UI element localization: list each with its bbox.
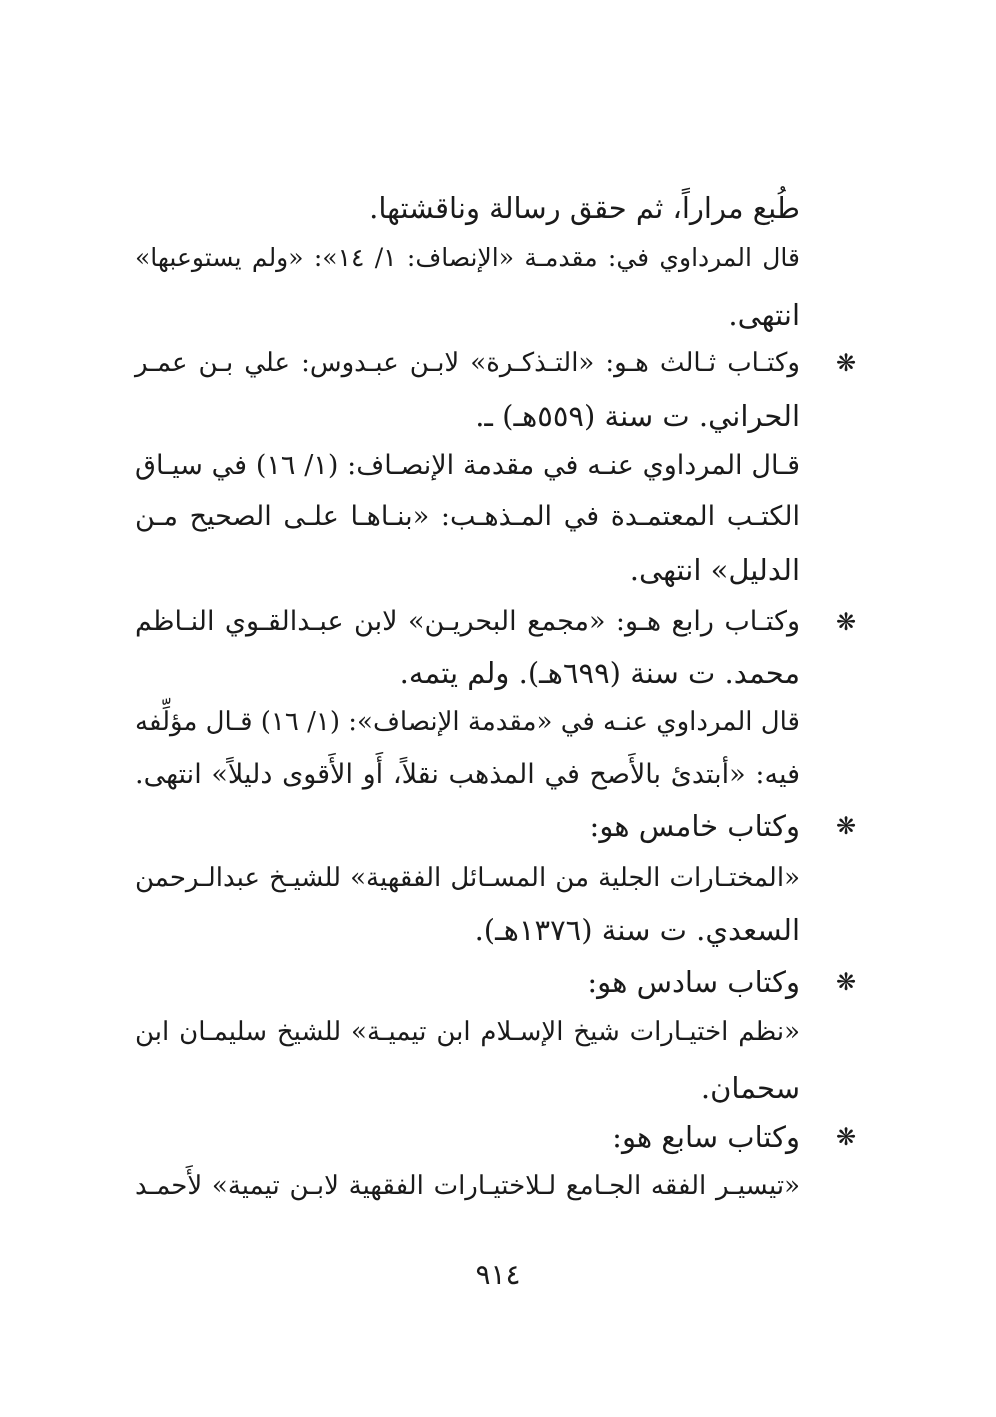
text-line: محمد. ت سنة (٦٩٩هـ). ولم يتمه. xyxy=(399,656,800,690)
text-line: «نظم اختيـارات شيخ الإسـلام ابن تيميـة» للشيخ سليمـان ابن xyxy=(135,1017,800,1047)
bullet-marker: ❋ xyxy=(835,968,857,996)
bullet-marker: ❋ xyxy=(835,812,857,840)
text-line: انتهى. xyxy=(728,298,800,332)
text-line: قـال المرداوي عنـه في مقدمة الإنصـاف: (١/ ١٦) في سيـاق xyxy=(135,450,800,481)
text-line: طُبع مراراً، ثم حقق رسالة وناقشتها. xyxy=(369,191,800,225)
text-line: «المختـارات الجلية من المسـائل الفقهية» للشيـخ عبدالـرحمن xyxy=(135,863,800,893)
bullet-marker: ❋ xyxy=(835,349,857,377)
text-line: وكتاب سابع هو: xyxy=(612,1120,800,1154)
text-line: فيه: «أبتدئ بالأَصح في المذهب نقلاً، أَو الأَقوى دليلاً» انتهى. xyxy=(135,759,800,790)
bullet-marker: ❋ xyxy=(835,1123,857,1151)
text-line: الدليل» انتهى. xyxy=(629,553,800,587)
text-line: قال المرداوي عنـه في «مقدمة الإنصاف»: (١/ ١٦) قـال مؤلِّفه xyxy=(135,707,800,737)
text-line: الكتـب المعتمـدة في المـذهـب: «بنـاهـا علـى الصحيح مـن xyxy=(135,501,800,532)
text-line: الحراني. ت سنة (٥٥٩هـ) ـ. xyxy=(475,399,800,433)
bullet-marker: ❋ xyxy=(835,608,857,636)
text-line: وكتـاب ثـالث هـو: «التـذكـرة» لابـن عبـدوس: علي بـن عمـر xyxy=(135,348,800,378)
page-number: ٩١٤ xyxy=(475,1258,521,1291)
text-line: وكتاب خامس هو: xyxy=(589,809,800,843)
text-line: السعدي. ت سنة (١٣٧٦هـ). xyxy=(474,913,800,947)
text-line: قال المرداوي في: مقدمـة «الإنصاف: ١/ ١٤»: «ولم يستوعبها» xyxy=(135,243,800,272)
text-line: سحمان. xyxy=(700,1071,800,1105)
text-line: «تيسيـر الفقه الجـامع لـلاختيـارات الفقهية لابـن تيمية» لأَحمـد xyxy=(135,1171,800,1201)
text-line: وكتـاب رابع هـو: «مجمع البحريـن» لابن عبـدالقـوي النـاظم xyxy=(135,606,800,637)
text-line: وكتاب سادس هو: xyxy=(587,965,800,999)
